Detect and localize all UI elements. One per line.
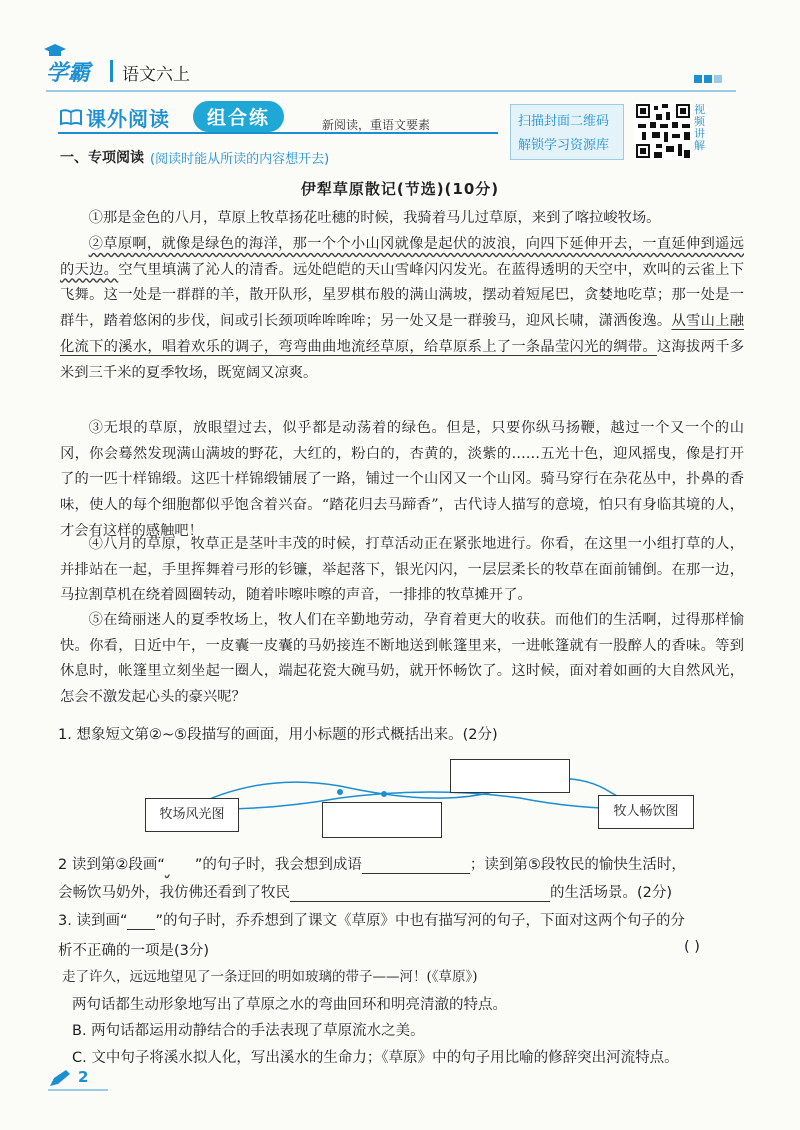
- mind-map-blank-bottom[interactable]: [322, 802, 442, 838]
- question-2-text-c: ；读到第⑤段牧民的愉快生活时，: [469, 857, 686, 873]
- paragraph-1: ①那是金色的八月，草原上牧草扬花吐穗的时候，我骑着马儿过草原，来到了喀拉峻牧场。: [88, 210, 661, 226]
- wavy-mark: [165, 857, 195, 873]
- part-title: 一、专项阅读: [60, 150, 144, 166]
- brand-logo: [46, 56, 90, 87]
- quoted-sentence: 走了许久，远远地望见了一条迂回的明如玻璃的带子——河！(《草原》): [62, 969, 478, 985]
- wavy-underlined-sentence: ②草原啊，就像是绿色的海洋，那一个个小山冈就像是起伏的波浪，向四下延伸开去，一直延伸到遥远的天边。: [60, 236, 744, 278]
- paragraph-3: ③无垠的草原，放眼望过去，似乎都是动荡着的绿色。但是，只要你纵马扬鞭，越过一个又一个的山冈，你会蓦然发现满山满坡的野花，大红的，粉白的，杏黄的，淡紫的……五光十色，迎风摇曳，像是打开了的一匹十样锦缎。这匹十样锦缎铺展了一路，铺过一个山冈又一个山冈。骑马穿行在杂花丛中，扑鼻的香味，使人的每个细胞都似乎饱含着兴奋。“踏花归去马蹄香”，古代诗人描写的意境，怕只有身临其境的人，才会有这样的感触吧！: [60, 420, 744, 539]
- combo-badge: 组合练: [193, 101, 284, 132]
- question-2-text-b: ”的句子时，我会想到成语: [194, 857, 362, 873]
- question-3-line1: [58, 909, 685, 930]
- open-book-icon: [60, 108, 82, 126]
- paragraph-2: [60, 232, 744, 386]
- mind-map-blank-top[interactable]: [450, 759, 570, 793]
- question-2-text-a: 2 读到第②段画“: [58, 857, 165, 873]
- graduation-cap-icon: [44, 44, 66, 58]
- option-a[interactable]: 两句话都生动形象地写出了草原之水的弯曲回环和明亮清澈的特点。: [72, 997, 507, 1013]
- question-3-text-b: ”的句子时，乔乔想到了课文《草原》中也有描写河的句子，下面对这两个句子的分: [155, 913, 685, 929]
- underline-mark: [127, 913, 155, 930]
- article-title: 伊犁草原散记(节选)(10分): [300, 180, 500, 198]
- part-hint: (阅读时能从所读的内容想开去): [150, 152, 330, 167]
- question-1: 1. 想象短文第②~⑤段描写的画面，用小标题的形式概括出来。(2分): [58, 727, 498, 743]
- page-number: 2: [78, 1068, 89, 1086]
- question-3-line2: 析不正确的一项是(3分): [58, 943, 210, 959]
- underlined-sentence: 从雪山上融化流下的溪水，唱着欢乐的调子，弯弯曲曲地流经草原，给草原系上了一条晶莹闪光的绸带。: [60, 313, 745, 355]
- section-tagline: 新阅读，重语文要素: [322, 118, 431, 132]
- qr-code-icon[interactable]: [634, 102, 692, 160]
- mind-map-box-left: 牧场风光图: [145, 798, 239, 832]
- question-2-line2: [58, 881, 672, 902]
- scan-hint-line2: 解锁学习资源库: [518, 138, 610, 153]
- section-title: 课外阅读: [86, 107, 170, 131]
- answer-parentheses[interactable]: ( ): [684, 939, 700, 955]
- idiom-blank[interactable]: [362, 857, 470, 874]
- paragraph-4: ④八月的草原，牧草正是茎叶丰茂的时候，打草活动正在紧张地进行。你看，在这里一小组打草的人，并排站在一起，手里挥舞着弓形的钐镰，举起落下，银光闪闪，一层层柔长的牧草在面前铺倒。在那一边，马拉割草机在绕着圆圈转动，随着咔嚓咔嚓的声音，一排排的牧草摊开了。: [60, 536, 744, 604]
- pen-icon: [48, 1068, 72, 1088]
- paragraph-5: ⑤在绮丽迷人的夏季牧场上，牧人们在辛勤地劳动，孕育着更大的收获。而他们的生活啊，过得那样愉快。你看，日近中午，一皮囊一皮囊的马奶接连不断地送到帐篷里来，一进帐篷就有一股醉人的香味。等到休息时，帐篷里立刻坐起一圈人，端起花瓷大碗马奶，就开怀畅饮了。这时候，面对着如画的大自然风光，怎会不激发起心头的豪兴呢？: [60, 612, 744, 706]
- header-dots: [694, 68, 724, 87]
- life-scene-blank[interactable]: [290, 885, 550, 902]
- mind-map-box-right: 牧人畅饮图: [598, 795, 694, 829]
- section-underline: [58, 132, 498, 134]
- paragraph-2-end: 这海拔两千多米到三千米的夏季牧场，既宽阔又凉爽。: [60, 338, 744, 381]
- paragraph-2-text: 空气里填满了沁人的清香。远处皑皑的天山雪峰闪闪发光。在蓝得透明的天空中，欢叫的云雀上下飞舞。这一处是一群群的羊，散开队形，星罗棋布般的满山满坡，摆动着短尾巴，贪婪地吃草；那一处是一群牛，踏着悠闲的步伐，间或引长颈项哞哞哞哞；另一处又是一群骏马，迎风长啸，潇洒俊逸。: [60, 261, 745, 330]
- brand-logo-text: 学霸: [46, 61, 91, 86]
- option-c[interactable]: C. 文中句子将溪水拟人化，写出溪水的生命力；《草原》中的句子用比喻的修辞突出河流特点。: [72, 1050, 679, 1066]
- question-2-text-e: 的生活场景。(2分): [550, 885, 673, 901]
- footer-divider: [48, 1089, 108, 1091]
- video-lecture-label: 视频讲解: [694, 103, 705, 152]
- question-3-text-a: 3. 读到画“: [58, 913, 128, 929]
- brand-separator: [110, 60, 113, 82]
- question-2-text-d: 会畅饮马奶外，我仿佛还看到了牧民: [58, 885, 290, 901]
- scan-hint-line1: 扫描封面二维码: [518, 114, 610, 129]
- header-divider: [46, 90, 736, 92]
- option-b[interactable]: B. 两句话都运用动静结合的手法表现了草原流水之美。: [72, 1023, 425, 1039]
- question-2-line1: [58, 853, 686, 874]
- book-grade: 语文六上: [122, 65, 190, 85]
